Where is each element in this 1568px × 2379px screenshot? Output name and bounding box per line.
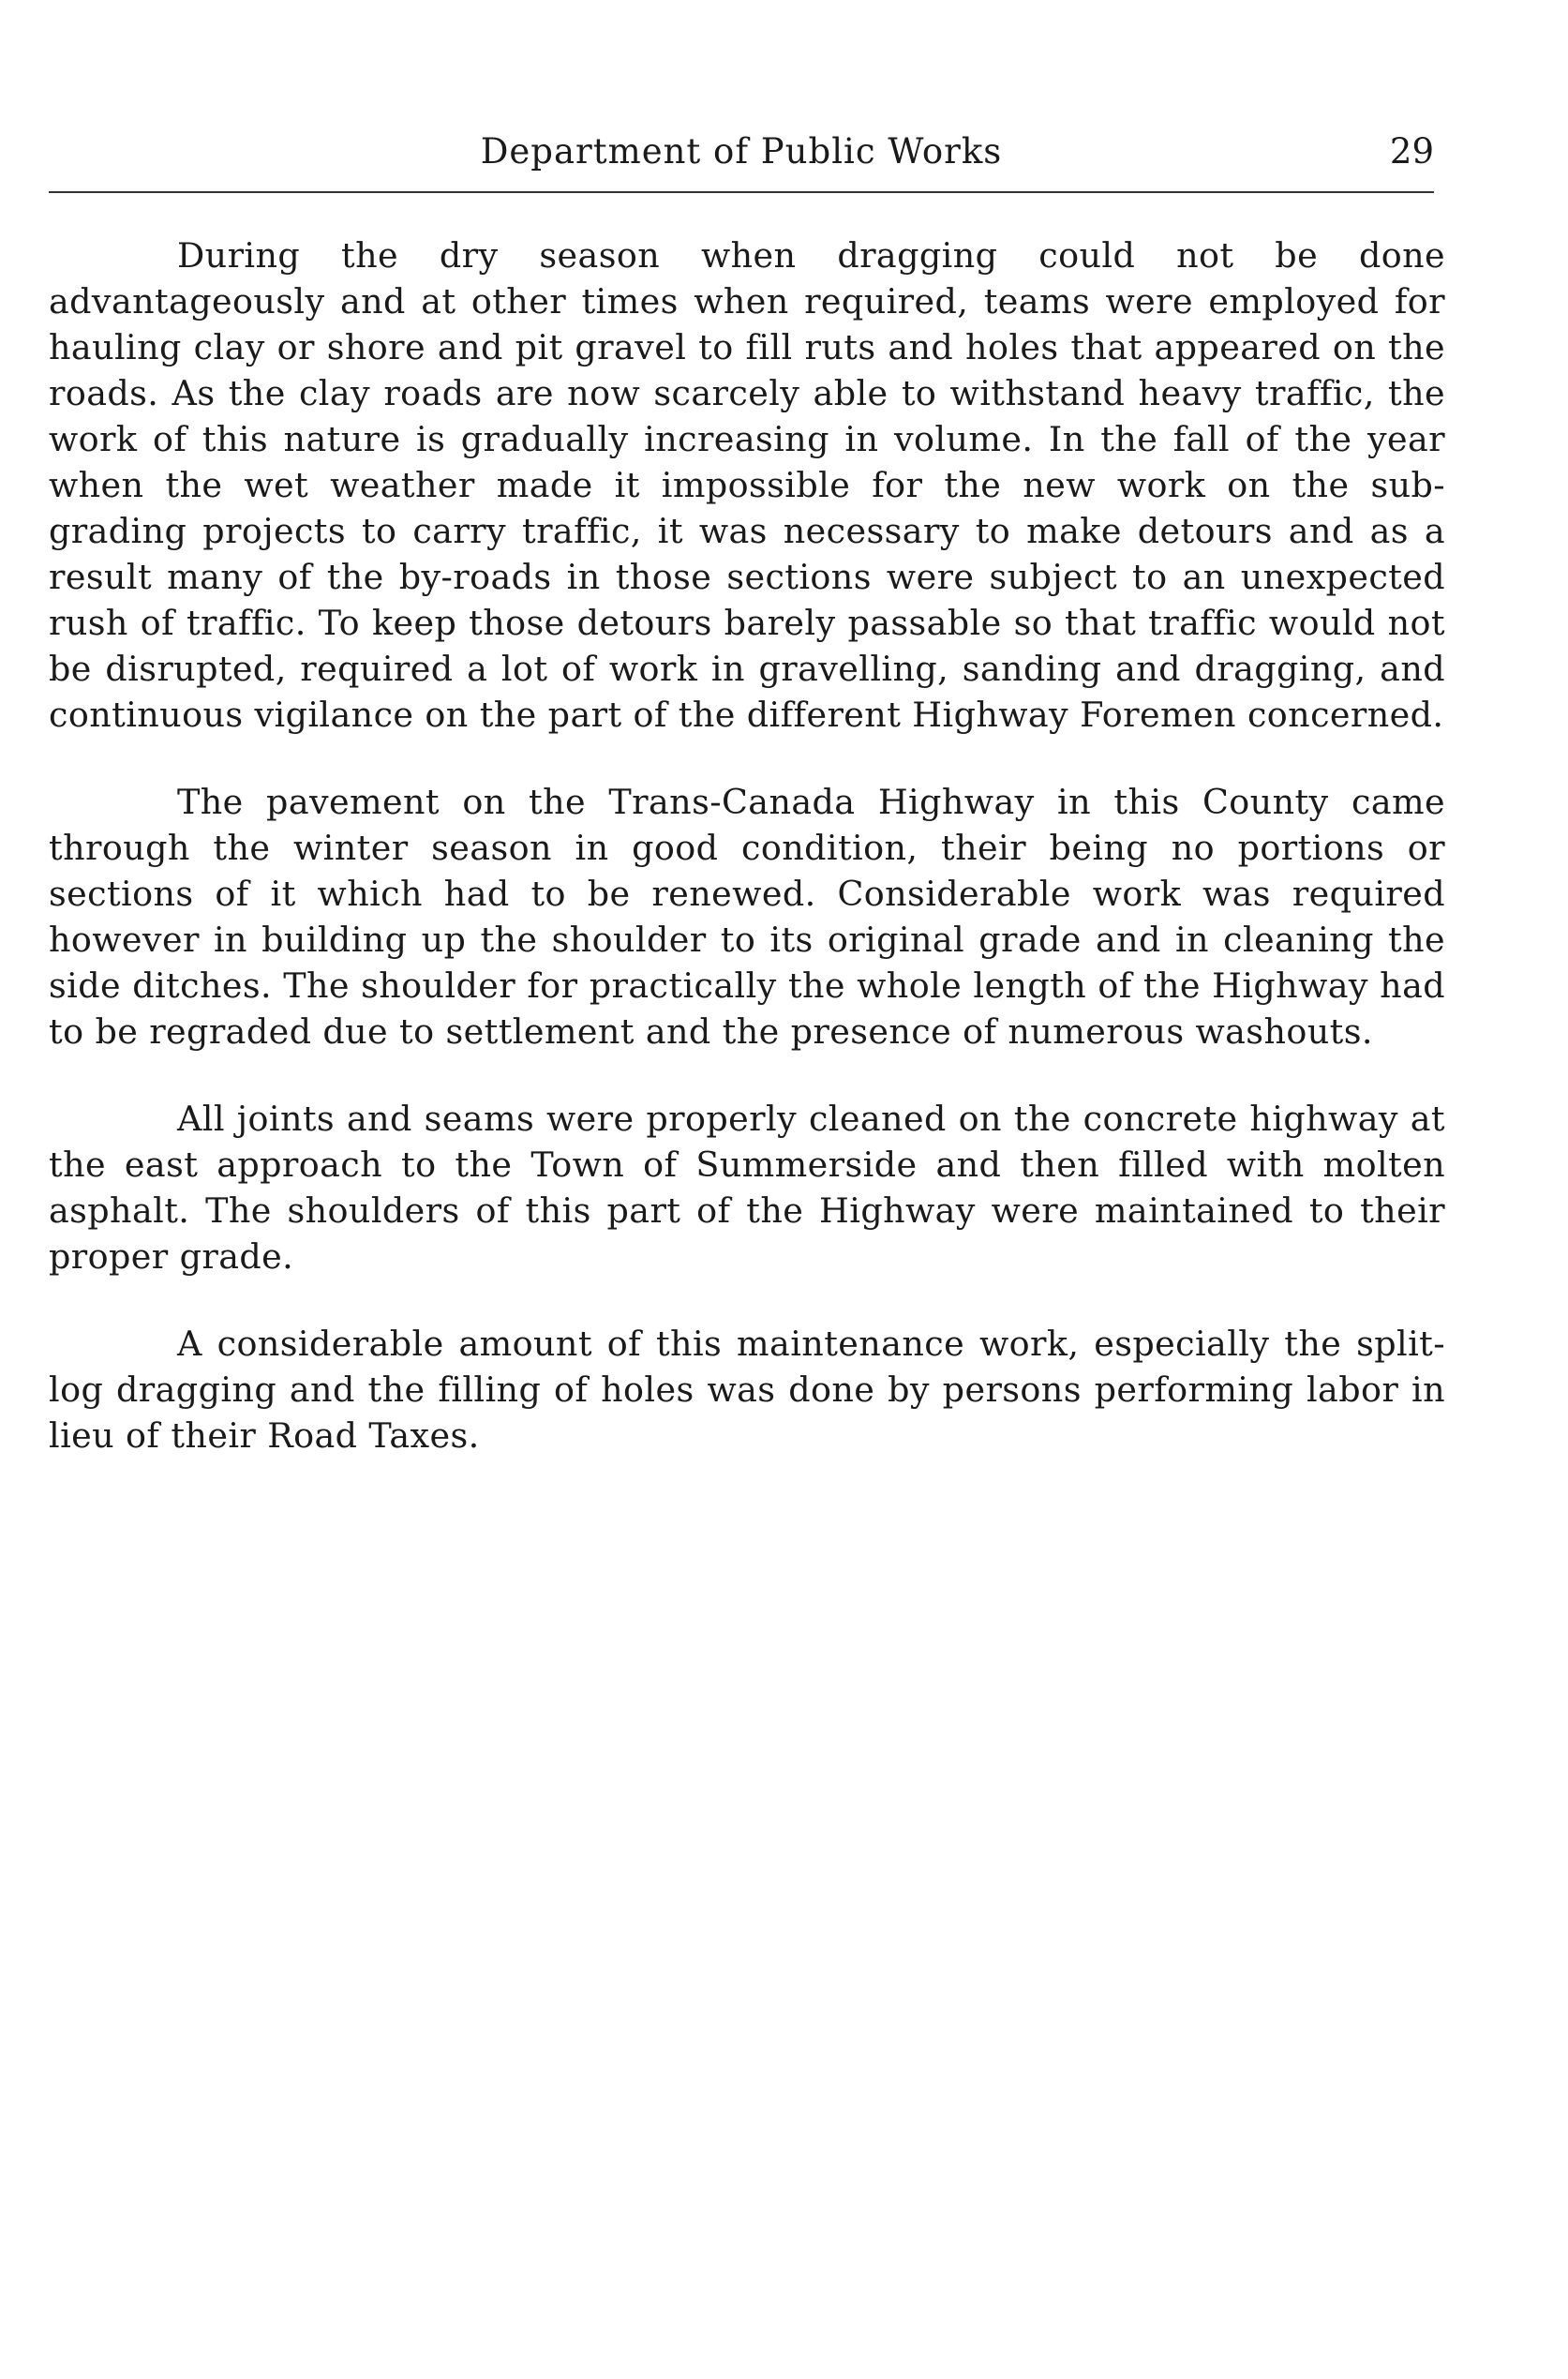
- paragraph-road-taxes-labor: A considerable amount of this maintenance work, especially the split-log dragging and the filling of holes was done by persons performing labor in lieu of their Road Taxes.: [49, 1324, 1445, 1456]
- body-text: [49, 232, 1445, 1500]
- header-rule: [49, 191, 1434, 193]
- page-header: [49, 131, 1434, 189]
- paragraph-dry-season: During the dry season when dragging could not be done advantageously and at other times when required, teams were employed for hauling clay or shore and pit gravel to fill ruts and holes that appeared on the roads. As the clay roads are now scarcely able to withstand heavy traffic, the work of this nature is gradually increasing in volume. In the fall of the year when the wet weather made it impossible for the new work on the sub-grading projects to carry traffic, it was necessary to make detours and as a result many of the by-roads in those sections were subject to an unexpected rush of traffic. To keep those detours barely passable so that traffic would not be disrupted, required a lot of work in gravelling, sanding and dragging, and continuous vigilance on the part of the different Highway Foremen concerned.: [49, 235, 1445, 735]
- paragraph-trans-canada-pavement: The pavement on the Trans-Canada Highway in this County came through the winter season in good condition, their being no portions or sections of it which had to be renewed. Considerable work was required however in building up the shoulder to its original grade and in cleaning the side ditches. The shoulder for practically the whole length of the Highway had to be regraded due to settlement and the presence of numerous washouts.: [49, 782, 1445, 1052]
- paragraph-joints-and-seams: All joints and seams were properly cleaned on the concrete highway at the east approach to the Town of Summerside and then filled with molten asphalt. The shoulders of this part of the Highway were maintained to their proper grade.: [49, 1099, 1445, 1277]
- page-number: 29: [1389, 131, 1434, 172]
- running-head-title: Department of Public Works: [480, 131, 1003, 172]
